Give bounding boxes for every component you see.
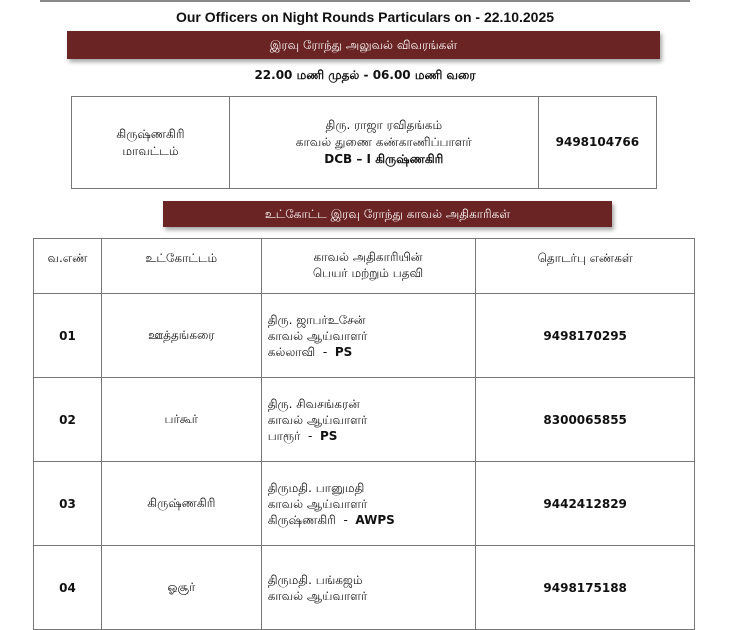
- officer-name: திருமதி. பானுமதி: [267, 480, 365, 495]
- officer-station: பாரூர் - PS: [267, 428, 338, 443]
- station-type: PS: [334, 344, 353, 359]
- row-officer: [261, 378, 476, 462]
- row-phone: 9498170295: [476, 294, 695, 378]
- district-officer-row: [72, 97, 657, 189]
- row-sl: 03: [34, 462, 102, 546]
- district-officer-cell: [229, 97, 538, 189]
- officer-name: திருமதி. பங்கஜம்: [267, 572, 363, 587]
- station-name: கல்லாவி: [267, 344, 316, 359]
- station-name: பாரூர்: [267, 428, 301, 443]
- row-officer: [261, 546, 476, 630]
- district-officer-box: [71, 96, 657, 189]
- officer-station: கல்லாவி - PS: [267, 344, 353, 359]
- officer-designation: காவல் ஆய்வாளர்: [267, 412, 368, 427]
- row-sl: 02: [34, 378, 102, 462]
- district-officer-unit: DCB – I கிருஷ்ணகிரி: [324, 152, 444, 166]
- district-line1: கிருஷ்ணகிரி: [116, 126, 185, 141]
- night-rounds-banner: இரவு ரோந்து அலுவல் விவரங்கள்: [67, 31, 660, 59]
- officer-station: கிருஷ்ணகிரி - AWPS: [267, 512, 395, 527]
- subdivision-banner: உட்கோட்ட இரவு ரோந்து காவல் அதிகாரிகள்: [163, 201, 612, 227]
- table-row: [34, 378, 695, 462]
- row-officer: [261, 462, 476, 546]
- station-type: PS: [320, 428, 338, 443]
- officer-designation: காவல் ஆய்வாளர்: [267, 496, 368, 511]
- time-range: 22.00 மணி முதல் - 06.00 மணி வரை: [254, 68, 476, 82]
- table-row: [34, 546, 695, 630]
- row-subdivision: ஓசூர்: [101, 546, 261, 630]
- header-officer-line1: காவல் அதிகாரியின்: [313, 250, 423, 264]
- top-divider: [40, 0, 690, 2]
- table-row: [34, 462, 695, 546]
- row-phone: 9442412829: [476, 462, 695, 546]
- table-row: [34, 294, 695, 378]
- row-subdivision: பர்கூர்: [101, 378, 261, 462]
- subdivision-officers-table: [33, 238, 695, 630]
- officer-designation: காவல் ஆய்வாளர்: [267, 328, 368, 343]
- row-officer: [261, 294, 476, 378]
- row-subdivision: கிருஷ்ணகிரி: [101, 462, 261, 546]
- station-name: கிருஷ்ணகிரி: [267, 512, 336, 527]
- officer-name: திரு. சிவசங்கரன்: [267, 396, 360, 411]
- header-sl: வ.எண்: [34, 239, 102, 294]
- header-officer: [261, 239, 476, 294]
- row-subdivision: ஊத்தங்கரை: [101, 294, 261, 378]
- page-title: Our Officers on Night Rounds Particulars on - 22.10.2025: [175, 9, 555, 25]
- row-phone: 8300065855: [476, 378, 695, 462]
- district-cell: [72, 97, 230, 189]
- district-officer-name: திரு. ராஜா ரவிதங்கம்: [325, 118, 443, 132]
- district-officer-designation: காவல் துணை கண்காணிப்பாளர்: [295, 135, 472, 149]
- station-type: AWPS: [355, 512, 395, 527]
- row-sl: 01: [34, 294, 102, 378]
- row-sl: 04: [34, 546, 102, 630]
- row-phone: 9498175188: [476, 546, 695, 630]
- table-header-row: [34, 239, 695, 294]
- header-subdivision: உட்கோட்டம்: [101, 239, 261, 294]
- officer-name: திரு. ஜாபர்உசேன்: [267, 312, 366, 327]
- officer-designation: காவல் ஆய்வாளர்: [267, 588, 368, 603]
- district-line2: மாவட்டம்: [122, 143, 179, 158]
- header-officer-line2: பெயர் மற்றும் பதவி: [312, 266, 424, 280]
- header-phone: தொடர்பு எண்கள்: [476, 239, 695, 294]
- district-officer-phone: 9498104766: [538, 97, 656, 189]
